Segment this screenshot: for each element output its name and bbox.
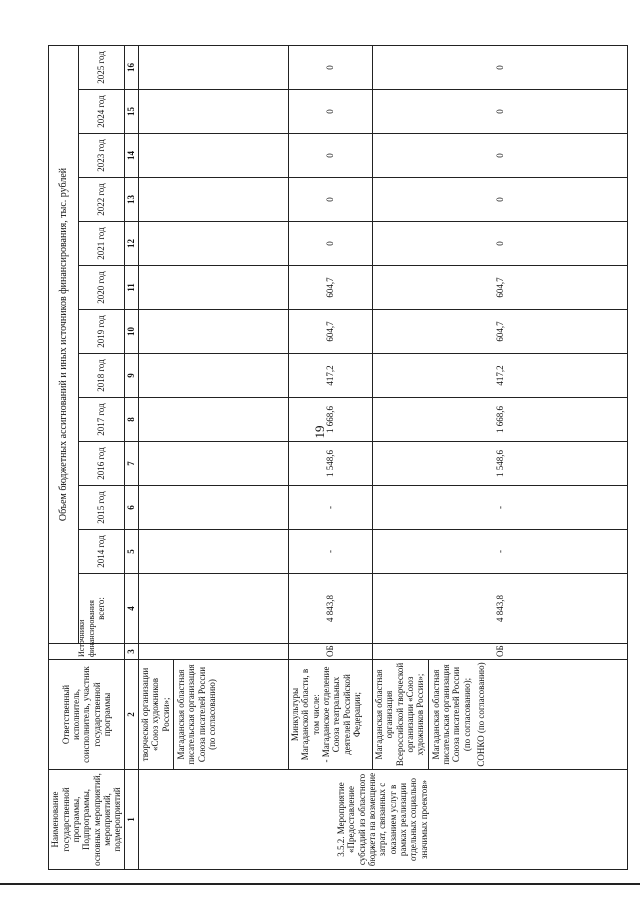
value-2018: 417,2 [373,354,628,398]
col-number: 9 [125,354,139,398]
header-year-2016: 2016 год [79,442,125,486]
footer-rule [0,883,640,885]
col-number: 16 [125,45,139,89]
col-number: 14 [125,134,139,178]
row-name-cell [139,770,628,870]
col-number: 15 [125,90,139,134]
value-2017: 1 668,6 [373,398,628,442]
value-cell [139,486,289,530]
row-source: ОБ [289,644,373,660]
row-name: 3.5.2. Мероприятие «Предоставление субсидий из областного бюджета на возмещение затрат, связанных с оказанием услуг в рамках реализации отдельных социально значимых проектов» [336,772,429,867]
value-cell [139,45,289,89]
value-2018: 417,2 [289,354,373,398]
executor-line: Магаданская областная писательская организация Союза писателей России (по согласованию) [173,660,217,769]
value-cell [139,310,289,354]
value-2024: 0 [289,90,373,134]
row-executor [289,660,373,770]
value-2016: 1 548,6 [373,442,628,486]
value-2021: 0 [289,222,373,266]
value-2015: - [289,486,373,530]
value-total: 4 843,8 [289,574,373,644]
header-executor: Ответственный исполнитель, соисполнитель, участник государственной программы [49,660,125,770]
row-source [139,644,289,660]
header-name: Наименование государственной программы, Подпрограммы, основных мероприятий, мероприятий, подмероприятий [49,770,125,870]
header-year-2024: 2024 год [79,90,125,134]
row-executor [373,660,628,770]
executor-line: Минкультуры Магаданской области, в том числе: [290,668,321,761]
executor-line: Магаданская областная писательская организация Союза писателей России (по согласованию); [428,660,472,769]
value-2017: 1 668,6 [289,398,373,442]
header-year-2023: 2023 год [79,134,125,178]
value-2014: - [373,530,628,574]
finance-table [48,45,628,870]
value-2019: 604,7 [373,310,628,354]
page-number: 19 [312,425,327,439]
header-year-2022: 2022 год [79,178,125,222]
header-year-2018: 2018 год [79,354,125,398]
value-2020: 604,7 [373,266,628,310]
header-year-2017: 2017 год [79,398,125,442]
col-number: 4 [125,574,139,644]
header-year-2020: 2020 год [79,266,125,310]
value-2023: 0 [289,134,373,178]
value-2024: 0 [373,90,628,134]
header-year-2015: 2015 год [79,486,125,530]
col-number: 12 [125,222,139,266]
value-cell [139,398,289,442]
header-source: Источники финансирования [49,644,125,660]
value-2023: 0 [373,134,628,178]
value-cell [139,574,289,644]
executor-line: Магаданская областная организация Всероссийской творческой организации «Союз художников России»; [374,662,426,767]
header-total: всего: [79,574,125,644]
header-year-2021: 2021 год [79,222,125,266]
header-year-2019: 2019 год [79,310,125,354]
col-number: 6 [125,486,139,530]
value-2020: 604,7 [289,266,373,310]
executor-line: - Магаданское отделение Союза театральных деятелей Российской Федерации; [321,666,363,763]
value-2021: 0 [373,222,628,266]
value-cell [139,442,289,486]
value-2025: 0 [289,45,373,89]
value-total: 4 843,8 [373,574,628,644]
value-cell [139,222,289,266]
header-finance-title: Объем бюджетных ассигнований и иных источников финансирования, тыс. рублей [49,45,79,643]
col-number: 1 [125,770,139,870]
value-cell [139,354,289,398]
value-2025: 0 [373,45,628,89]
header-year-2014: 2014 год [79,530,125,574]
value-2014: - [289,530,373,574]
col-number: 5 [125,530,139,574]
value-2015: - [373,486,628,530]
executor-line: СОНКО (по согласованию) [476,662,487,767]
col-number: 11 [125,266,139,310]
value-2022: 0 [289,178,373,222]
executor-line: творческой организации «Союз художников России»; [140,667,171,762]
row-executor [139,660,289,770]
row-source: ОБ [373,644,628,660]
header-year-2025: 2025 год [79,45,125,89]
value-2022: 0 [373,178,628,222]
col-number: 8 [125,398,139,442]
col-number: 7 [125,442,139,486]
rotated-table-stage [48,50,628,870]
value-2016: 1 548,6 [289,442,373,486]
col-number: 3 [125,644,139,660]
value-cell [139,134,289,178]
value-cell [139,90,289,134]
col-number: 10 [125,310,139,354]
value-cell [139,530,289,574]
value-cell [139,178,289,222]
value-2019: 604,7 [289,310,373,354]
value-cell [139,266,289,310]
col-number: 13 [125,178,139,222]
col-number: 2 [125,660,139,770]
